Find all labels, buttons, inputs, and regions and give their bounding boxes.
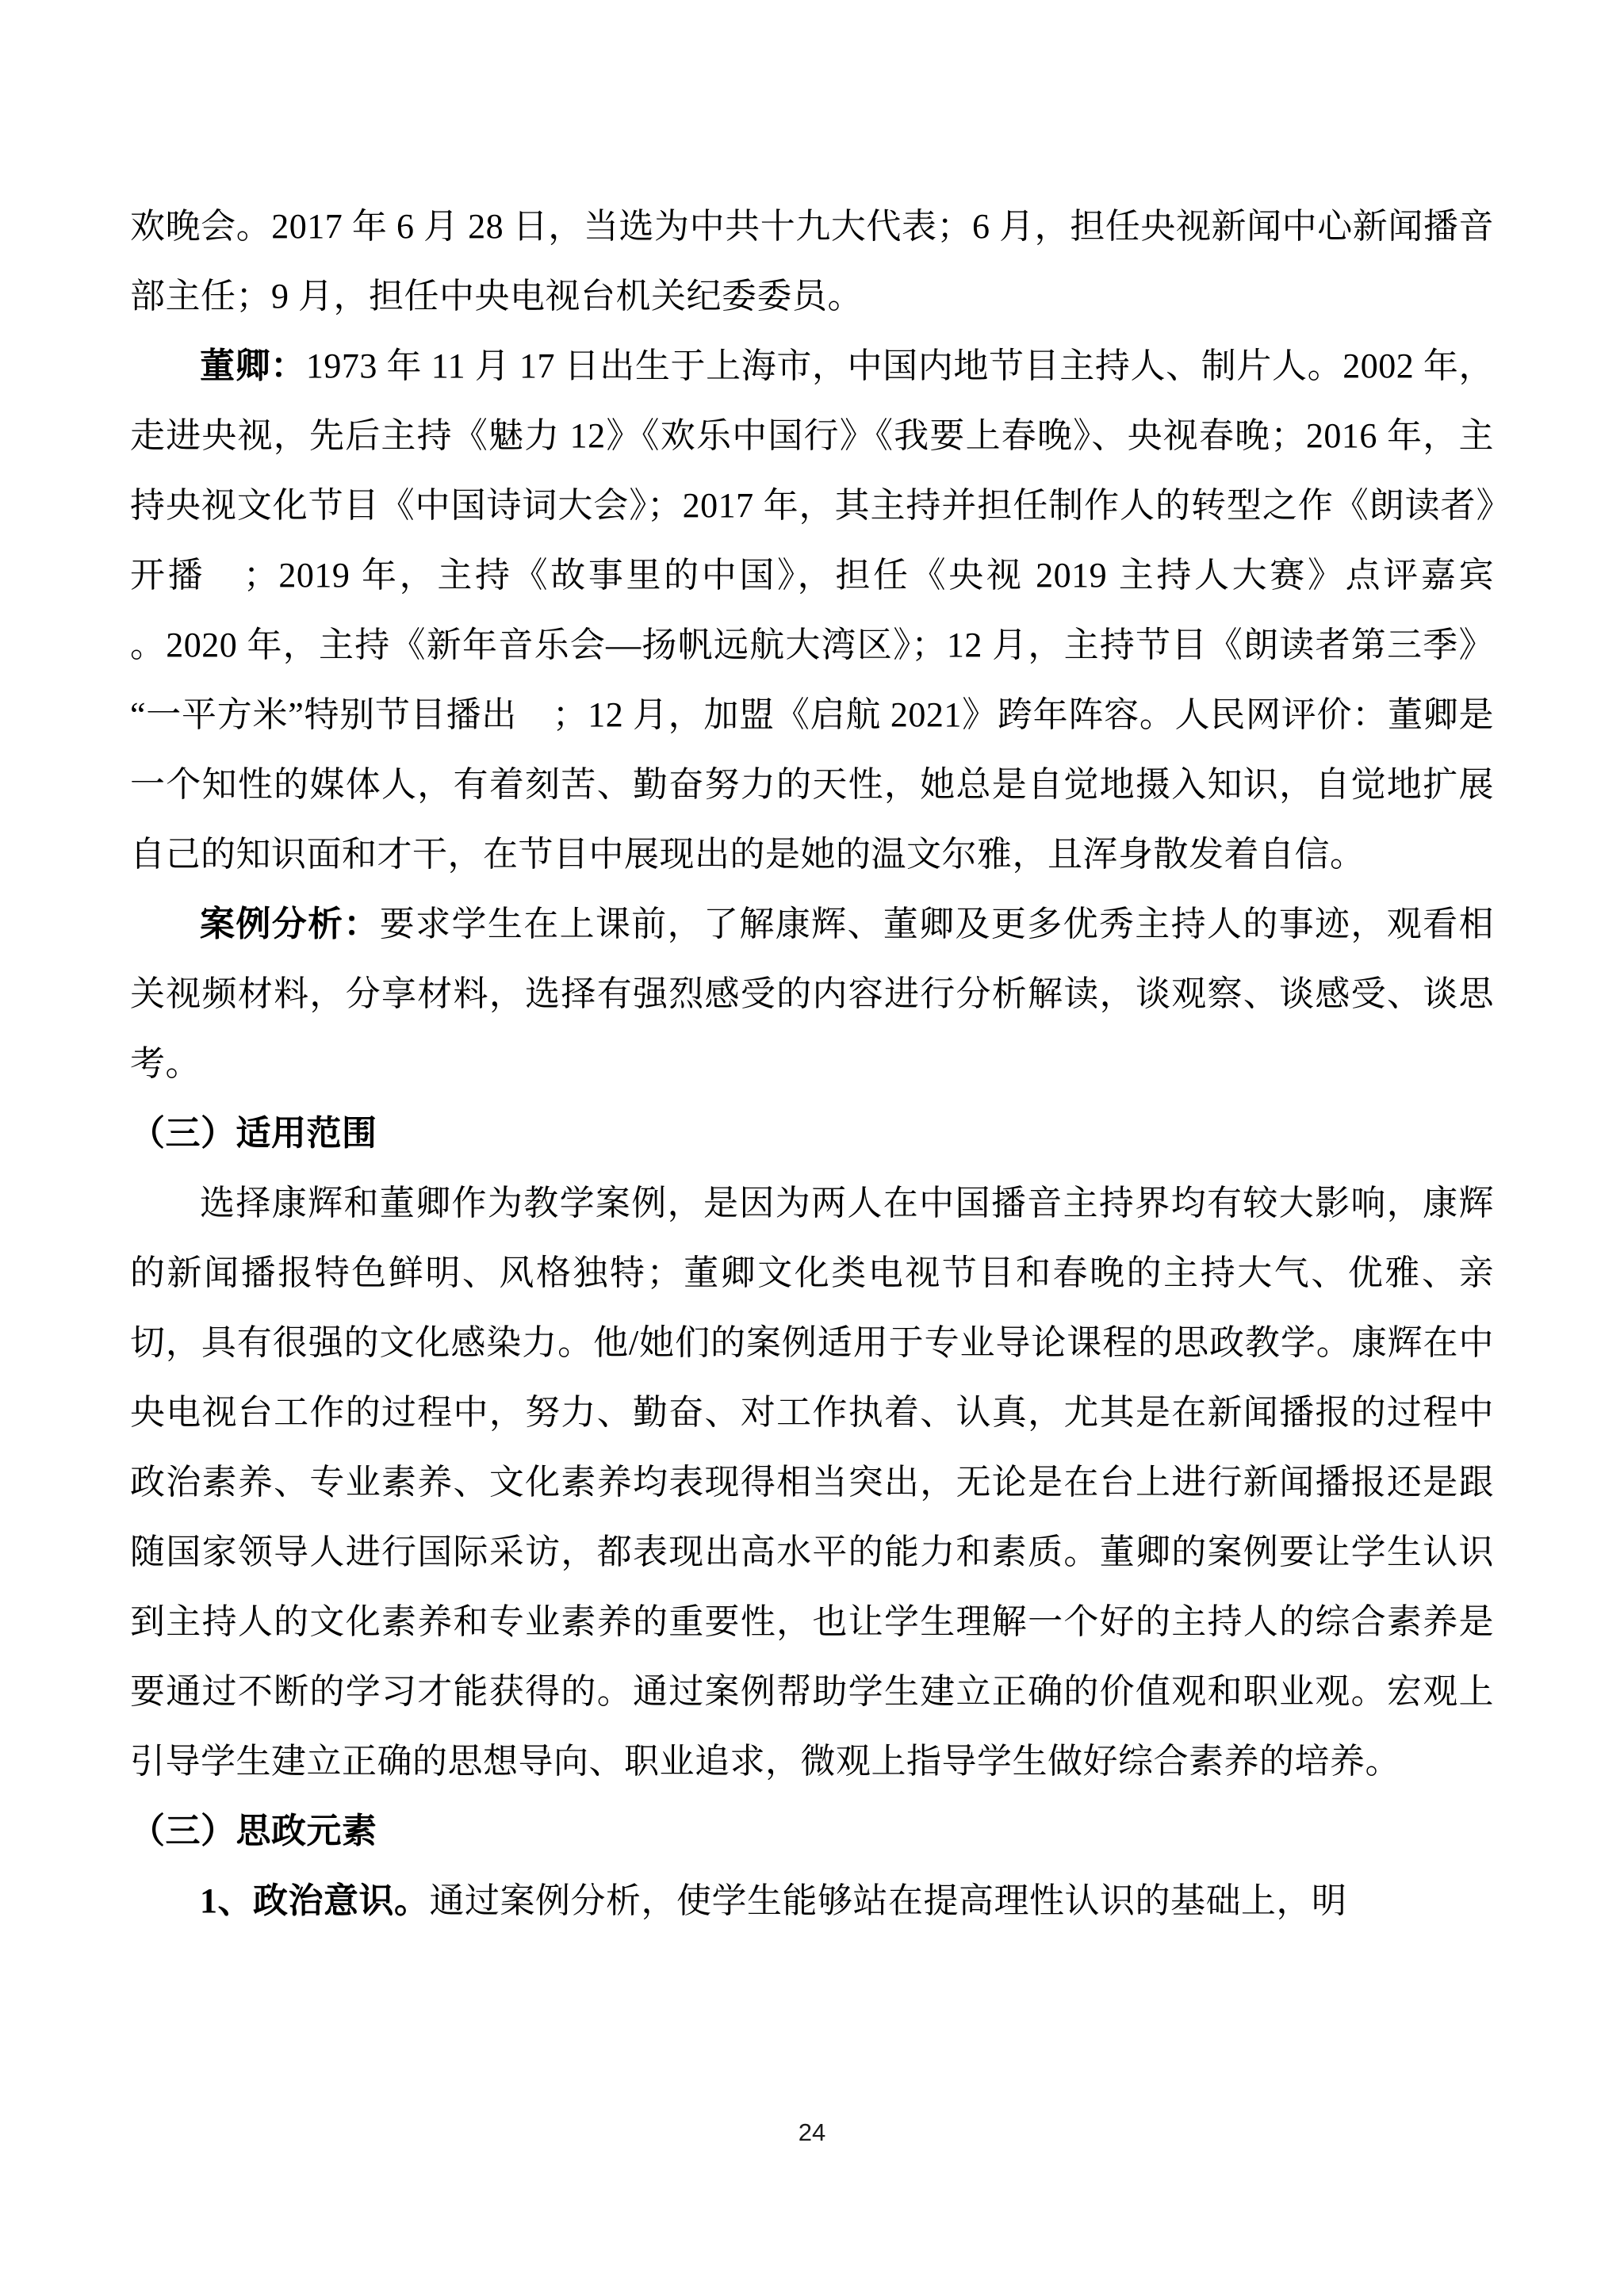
body-paragraph (130, 1866, 1494, 1936)
section-heading (130, 1797, 1494, 1866)
body-paragraph (130, 331, 1565, 890)
text-run: 通过案例分析，使学生能够站在提高理性认识的基础上，明 (429, 1881, 1347, 1920)
document-body (130, 192, 1565, 1936)
body-paragraph (130, 1169, 1494, 1797)
text-run: 1973 年 11 月 17 日出生于上海市，中国内地节目主持人、制片人。2002 年，走进央视，先后主持《魅力 12》《欢乐中国行》《我要上春晚》、央视春晚；2016 年，主持央视文化节目《中国诗词大会》；2017 年，其主持并担任制作人的转型之作《朗读者》开播 ；2019 年，主持《故事里的中国》，担任《央视 2019 主持人大赛》点评嘉宾 。2020 年，主持《新年音乐会—扬帆远航大湾区》；12 月，主持节目《朗读者第三季》“一平方米”特别节目播出 ；12 月，加盟《启航 2021》跨年阵容。人民网评价：董卿是一个知性的媒体人，有着刻苦、勤奋努力的天性，她总是自觉地摄入知识，自觉地扩展自己的知识面和才干，在节目中展现出的是她的温文尔雅，且浑身散发着自信。 (130, 346, 1565, 874)
bold-text-run: 1、政治意识。 (200, 1881, 430, 1920)
bold-text-run: 董卿： (200, 346, 306, 385)
body-paragraph (130, 192, 1494, 331)
body-paragraph (130, 890, 1494, 1099)
text-run: 要求学生在上课前，了解康辉、董卿及更多优秀主持人的事迹，观看相关视频材料，分享材料，选择有强烈感受的内容进行分析解读，谈观察、谈感受、谈思考。 (130, 905, 1495, 1083)
text-run: 欢晚会。2017 年 6 月 28 日，当选为中共十九大代表；6 月，担任央视新闻中心新闻播音部主任；9 月，担任中央电视台机关纪委委员。 (130, 207, 1494, 316)
bold-text-run: （三）适用范围 (130, 1114, 377, 1153)
section-heading (130, 1099, 1494, 1169)
bold-text-run: 案例分析： (200, 905, 380, 943)
bold-text-run: （三）思政元素 (130, 1812, 377, 1850)
page-number: 24 (798, 2118, 826, 2146)
text-run: 选择康辉和董卿作为教学案例，是因为两人在中国播音主持界均有较大影响，康辉的新闻播报特色鲜明、风格独特；董卿文化类电视节目和春晚的主持大气、优雅、亲切，具有很强的文化感染力。他/她们的案例适用于专业导论课程的思政教学。康辉在中央电视台工作的过程中，努力、勤奋、对工作执着、认真，尤其是在新闻播报的过程中政治素养、专业素养、文化素养均表现得相当突出，无论是在台上进行新闻播报还是跟随国家领导人进行国际采访，都表现出高水平的能力和素质。董卿的案例要让学生认识到主持人的文化素养和专业素养的重要性，也让学生理解一个好的主持人的综合素养是要通过不断的学习才能获得的。通过案例帮助学生建立正确的价值观和职业观。宏观上引导学生建立正确的思想导向、职业追求，微观上指导学生做好综合素养的培养。 (130, 1184, 1494, 1781)
